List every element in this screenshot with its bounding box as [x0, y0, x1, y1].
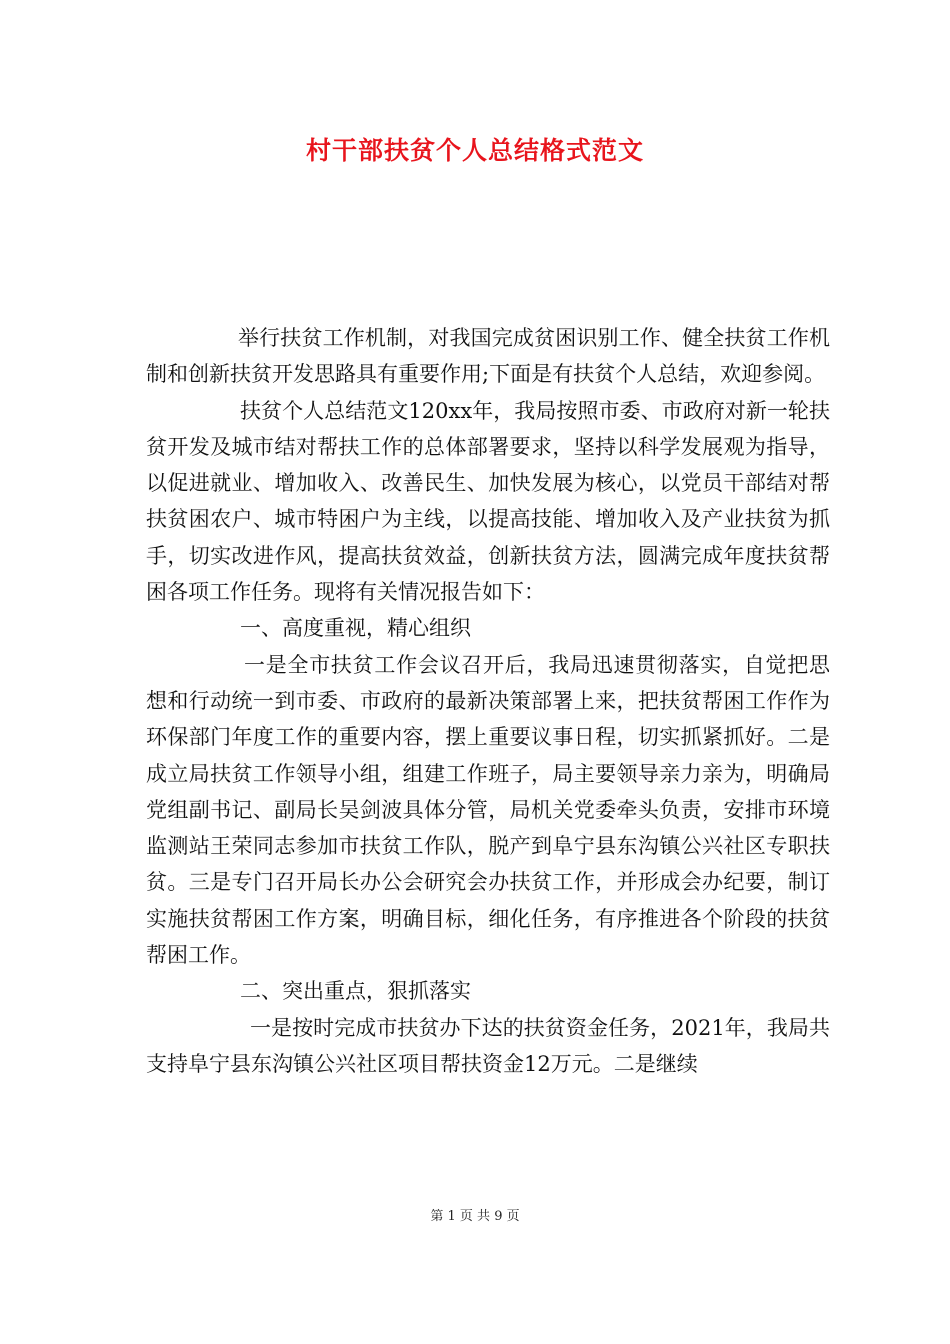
paragraph-intro: 举行扶贫工作机制，对我国完成贫困识别工作、健全扶贫工作机制和创新扶贫开发思路具有重要作用;下面是有扶贫个人总结，欢迎参阅。: [146, 326, 830, 387]
section-heading-2: 二、突出重点，狠抓落实: [240, 979, 471, 1004]
section-heading-1: 一、高度重视，精心组织: [240, 616, 471, 641]
document-title: 村干部扶贫个人总结格式范文: [305, 136, 644, 165]
paragraph-summary: 扶贫个人总结范文120xx年，我局按照市委、市政府对新一轮扶贫开发及城市结对帮扶工作的总体部署要求，坚持以科学发展观为指导，以促进就业、增加收入、改善民生、加快发展为核心，以党员干部结对帮扶贫困农户、城市特困户为主线，以提高技能、增加收入及产业扶贫为抓手，切实改进作风，提高扶贫效益，创新扶贫方法，圆满完成年度扶贫帮困各项工作任务。现将有关情况报告如下：: [146, 398, 830, 605]
document-body: [146, 320, 830, 1082]
page-number-footer: 第 1 页 共 9 页: [430, 1209, 520, 1224]
paragraph-section-2: 一是按时完成市扶贫办下达的扶贫资金任务，2021年，我局共支持阜宁县东沟镇公兴社区项目帮扶资金12万元。二是继续: [146, 1015, 830, 1076]
paragraph-section-1: 一是全市扶贫工作会议召开后，我局迅速贯彻落实，自觉把思想和行动统一到市委、市政府的最新决策部署上来，把扶贫帮困工作作为环保部门年度工作的重要内容，摆上重要议事日程，切实抓紧抓好。二是成立局扶贫工作领导小组，组建工作班子，局主要领导亲力亲为，明确局党组副书记、副局长吴剑波具体分管，局机关党委牵头负责，安排市环境监测站王荣同志参加市扶贫工作队，脱产到阜宁县东沟镇公兴社区专职扶贫。三是专门召开局长办公会研究会办扶贫工作，并形成会办纪要，制订实施扶贫帮困工作方案，明确目标，细化任务，有序推进各个阶段的扶贫帮困工作。: [146, 652, 830, 968]
